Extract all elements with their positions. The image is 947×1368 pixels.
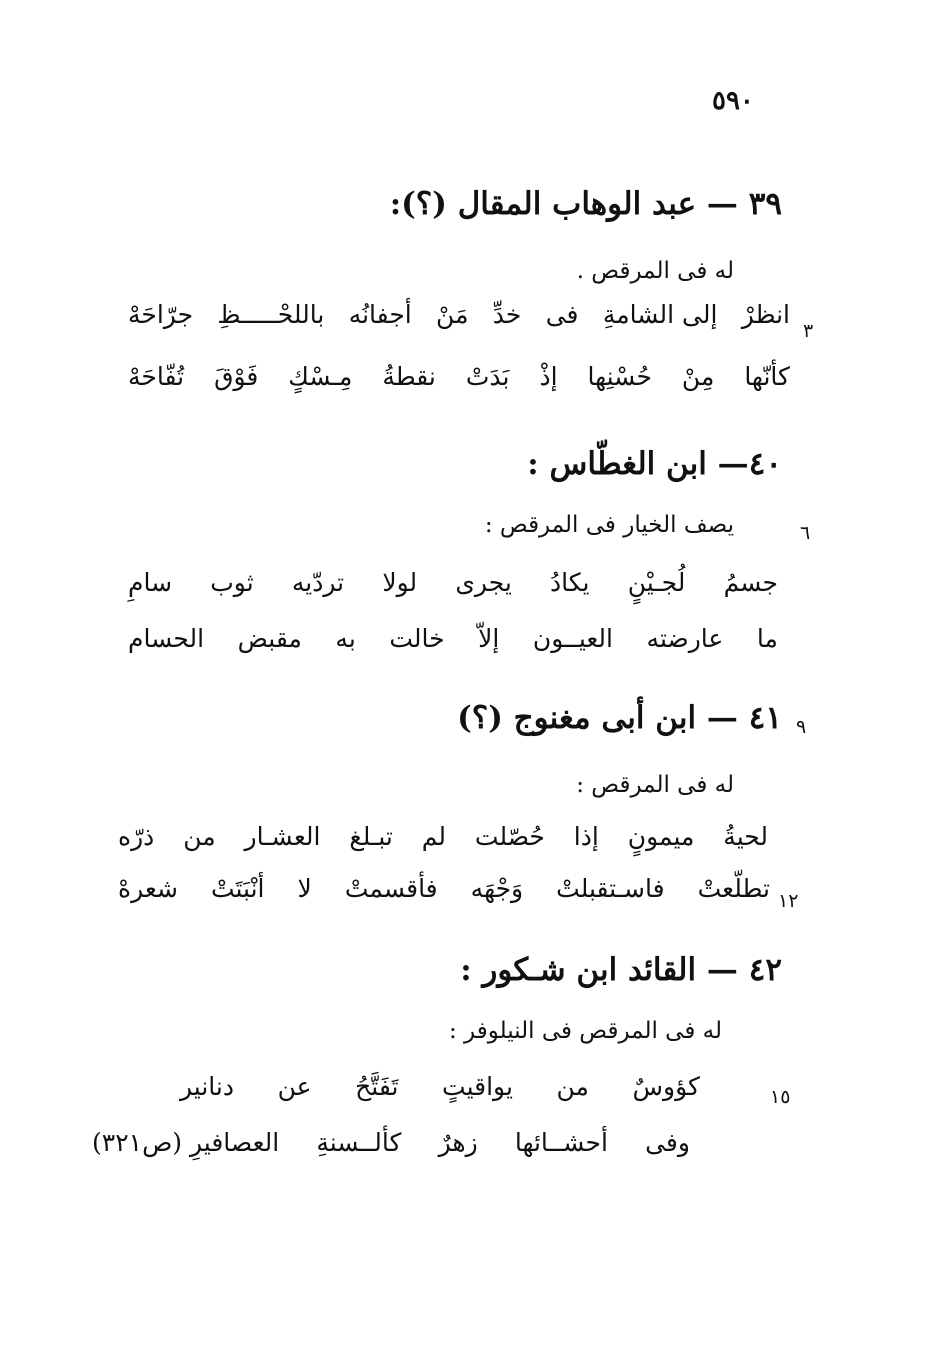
verse-line: [180, 1072, 700, 1101]
word: أحشــائها: [514, 1128, 608, 1157]
word: به: [335, 624, 356, 653]
word: مِنْ: [681, 362, 715, 391]
word: لُجـيْنٍ: [627, 568, 686, 597]
word: فأقسمتْ: [344, 874, 438, 903]
word: مقبض: [237, 624, 302, 653]
word: لولا: [382, 568, 418, 597]
verse-number: ١٢: [778, 890, 799, 912]
section-intro-42: له فى المرقص فى النيلوفر :: [449, 1018, 722, 1044]
verse-line: [128, 624, 778, 653]
word: بَدَتْ: [465, 362, 510, 391]
word: من: [556, 1072, 589, 1101]
word: مَنْ: [436, 300, 469, 329]
section-heading-42: ٤٢ — القائد ابن شـكور :: [460, 952, 782, 988]
word: تبـلغ: [349, 822, 393, 851]
section-heading-41: ٤١ — ابن أبى مغنوج (؟): [457, 700, 782, 736]
word: تردّيه: [291, 568, 345, 597]
word: مِـسْكٍ: [288, 362, 353, 391]
word: باللحْـــــظِ: [217, 300, 325, 329]
word: من: [183, 822, 216, 851]
word: وَجْهَه: [470, 874, 524, 903]
word: العصافيرِ (ص٣٢١): [92, 1128, 280, 1157]
verse-line: [128, 568, 778, 597]
word: فَوْقَ: [214, 362, 259, 391]
word: نقطةُ: [382, 362, 436, 391]
section-intro-39: له فى المرقص .: [576, 258, 734, 284]
word: أنْبَتَتْ: [210, 874, 265, 903]
section-intro-40: يصف الخيار فى المرقص :: [484, 512, 734, 538]
word: زهرٌ: [438, 1128, 478, 1157]
word: تُفّاحَهْ: [128, 362, 185, 391]
verse-number: ٩: [796, 716, 807, 738]
verse-line: [118, 874, 770, 903]
word: خدِّ: [492, 300, 522, 329]
word: جرّاحَهْ: [128, 300, 194, 329]
word: يواقيتٍ: [442, 1072, 513, 1101]
word: لا: [297, 874, 312, 903]
verse-number: ٦: [800, 522, 811, 544]
word: خالت: [389, 624, 445, 653]
section-intro-41: له فى المرقص :: [576, 772, 734, 798]
word: أجفانُه: [348, 300, 412, 329]
word: وفى: [645, 1128, 690, 1157]
word: كأنّها: [744, 362, 790, 391]
word: لم: [421, 822, 446, 851]
word: يكادُ: [550, 568, 590, 597]
word: جسمُ: [723, 568, 778, 597]
verse-number: ١٥: [770, 1086, 791, 1108]
word: إذْ: [539, 362, 558, 391]
verse-line: [128, 362, 790, 391]
word: كألــسنةِ: [316, 1128, 402, 1157]
word: تَفَتَّحُ: [355, 1072, 399, 1101]
word: إذا: [573, 822, 599, 851]
word: لحيةُ: [723, 822, 768, 851]
word: يجرى: [455, 568, 512, 597]
word: ثوب: [210, 568, 254, 597]
word: شعرهْ: [118, 874, 178, 903]
word: العيــون: [532, 624, 613, 653]
word: حُسْنِها: [587, 362, 652, 391]
word: تطلّعتْ: [697, 874, 770, 903]
word: سامِ: [128, 568, 173, 597]
word: ميمونٍ: [627, 822, 695, 851]
word: الحسام: [128, 624, 205, 653]
verse-line: [128, 300, 790, 329]
word: فاسـتقبلتْ: [556, 874, 665, 903]
verse-line: [92, 1128, 690, 1157]
word: ذرّه: [118, 822, 155, 851]
word: فى: [545, 300, 579, 329]
word: عارضته: [646, 624, 724, 653]
word: ما: [756, 624, 778, 653]
word: العشـار: [244, 822, 321, 851]
word: كؤوسٌ: [632, 1072, 700, 1101]
verse-number: ٣: [803, 320, 814, 342]
section-heading-39: ٣٩ — عبد الوهاب المقال (؟):: [389, 186, 782, 222]
section-heading-40: ٤٠— ابن الغطّاس :: [527, 446, 782, 482]
word: انظرْ: [741, 300, 790, 329]
word: إلاّ: [478, 624, 500, 653]
word: عن: [277, 1072, 312, 1101]
word: حُصّلت: [474, 822, 545, 851]
word: دنانير: [180, 1072, 235, 1101]
word: إلى الشامةِ: [602, 300, 718, 329]
verse-line: [118, 822, 768, 851]
page-number: ٥٩٠: [712, 86, 754, 116]
